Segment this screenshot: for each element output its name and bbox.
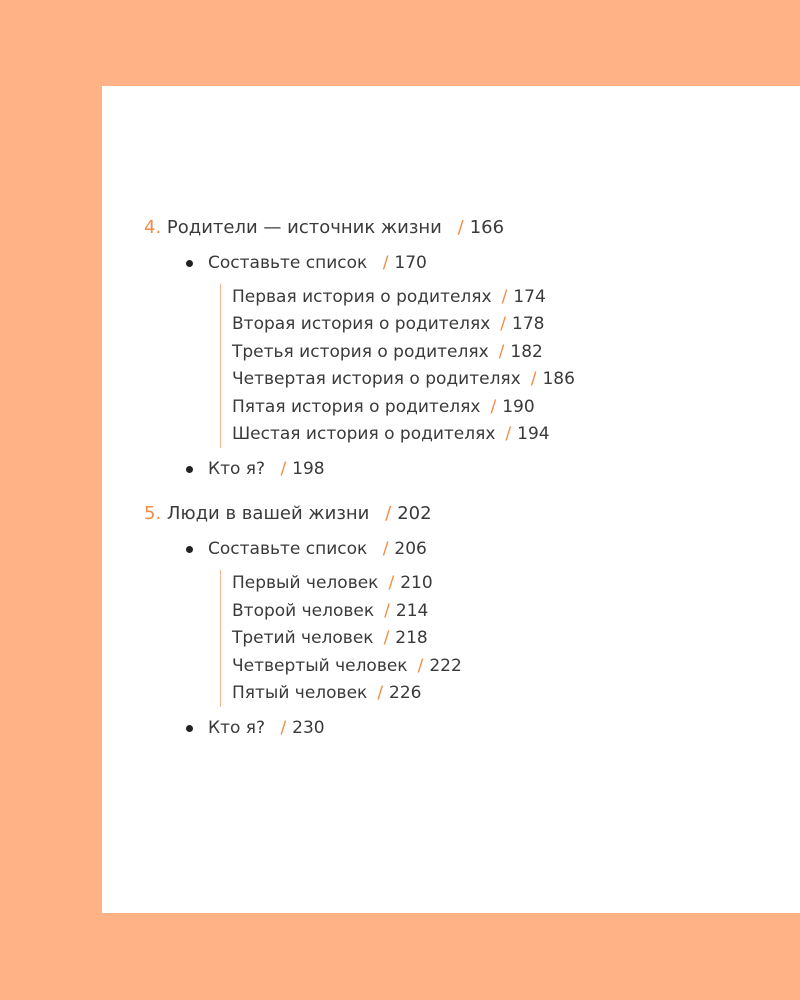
- bullet-icon: [186, 546, 193, 553]
- toc-subitem[interactable]: [232, 625, 784, 652]
- chapter-number: 5.: [144, 503, 162, 525]
- chapter-number: 4.: [144, 217, 162, 238]
- toc-subitem[interactable]: [232, 311, 784, 338]
- page-separator: /: [505, 423, 512, 444]
- item-label: Четвертая история о родителях: [232, 369, 521, 390]
- toc-subitem[interactable]: [232, 421, 784, 448]
- page-separator: /: [498, 341, 505, 362]
- bullet-icon: [186, 725, 193, 732]
- page-number: 178: [512, 314, 545, 335]
- item-label: Пятый человек: [232, 682, 368, 703]
- toc-bullet-item[interactable]: [208, 250, 784, 276]
- item-label: Вторая история о родителях: [232, 314, 491, 335]
- item-label: Первая история о родителях: [232, 287, 492, 307]
- toc-subitem[interactable]: [232, 598, 784, 625]
- page-separator: /: [388, 573, 395, 594]
- book-page: [102, 86, 800, 913]
- item-label: Шестая история о родителях: [232, 423, 496, 444]
- page-number: 230: [292, 718, 325, 739]
- item-label: Составьте список: [208, 253, 368, 273]
- page-number: 186: [542, 369, 575, 390]
- page-separator: /: [500, 314, 507, 335]
- page-separator: /: [382, 253, 389, 273]
- item-label: Второй человек: [232, 600, 375, 621]
- page-separator: /: [501, 287, 508, 307]
- page-separator: /: [385, 503, 392, 525]
- bullet-icon: [186, 466, 193, 473]
- page-number: 226: [389, 682, 422, 703]
- page-separator: /: [382, 539, 389, 560]
- page-separator: /: [383, 628, 390, 649]
- item-label: Третий человек: [232, 628, 374, 649]
- page-number: 222: [429, 655, 462, 676]
- page-number: 190: [502, 396, 535, 417]
- toc-subitem[interactable]: [232, 394, 784, 421]
- page-separator: /: [417, 655, 424, 676]
- table-of-contents: [144, 214, 784, 741]
- toc-bullet-item[interactable]: [208, 715, 784, 741]
- toc-subitem[interactable]: [232, 339, 784, 366]
- toc-subitem[interactable]: [232, 366, 784, 393]
- chapter-title: Родители — источник жизни: [166, 217, 442, 238]
- page-separator: /: [384, 600, 390, 621]
- item-label: Пятая история о родителях: [232, 396, 481, 417]
- item-label: Кто я?: [208, 459, 266, 480]
- page-separator: /: [377, 682, 384, 703]
- page-number: 198: [292, 459, 325, 480]
- stories-sublist: [220, 284, 784, 448]
- bullet-icon: [186, 260, 193, 267]
- page-separator: /: [490, 396, 497, 417]
- toc-subitem[interactable]: [232, 653, 784, 680]
- page-number: 166: [469, 217, 505, 238]
- page-number: 170: [394, 253, 427, 273]
- toc-subitem[interactable]: [232, 680, 784, 707]
- toc-subitem[interactable]: [232, 284, 784, 311]
- page-separator: /: [280, 459, 287, 480]
- page-number: 214: [395, 600, 429, 621]
- page-number: 174: [513, 287, 546, 307]
- toc-bullet-item[interactable]: [208, 536, 784, 562]
- chapter-5-heading[interactable]: [144, 500, 784, 528]
- page-separator: /: [457, 217, 464, 238]
- item-label: Первый человек: [232, 573, 379, 594]
- toc-subitem[interactable]: [232, 570, 784, 597]
- item-label: Кто я?: [208, 718, 266, 739]
- page-number: 206: [394, 539, 427, 560]
- page-separator: /: [530, 369, 537, 390]
- item-label: Составьте список: [208, 539, 368, 560]
- toc-bullet-item[interactable]: [208, 456, 784, 482]
- page-number: 210: [400, 573, 433, 594]
- people-sublist: [220, 570, 784, 707]
- page-number: 194: [517, 423, 550, 444]
- chapter-4-heading[interactable]: [144, 214, 784, 242]
- item-label: Третья история о родителях: [232, 341, 489, 362]
- page-number: 202: [397, 503, 432, 525]
- item-label: Четвертый человек: [232, 655, 408, 676]
- page-number: 182: [510, 341, 543, 362]
- page-separator: /: [280, 718, 287, 739]
- chapter-title: Люди в вашей жизни: [166, 503, 370, 525]
- page-number: 218: [395, 628, 428, 649]
